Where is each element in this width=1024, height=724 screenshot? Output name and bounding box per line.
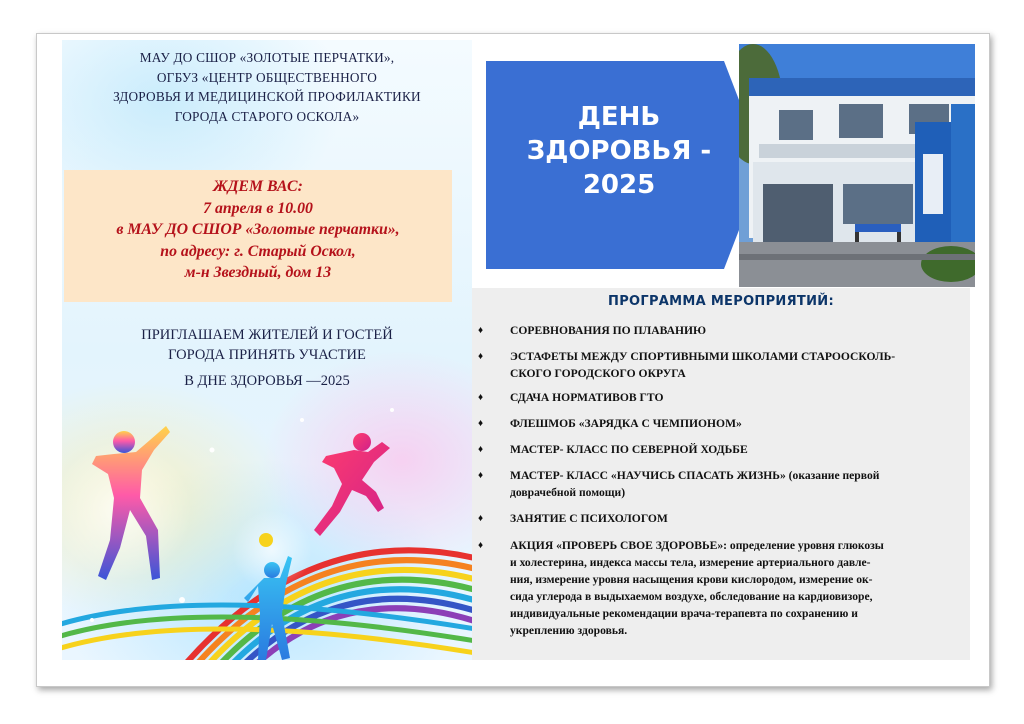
sports-school-photo [739, 44, 975, 287]
invite-date: 7 апреля в 10.00 [203, 199, 313, 217]
building-illustration [739, 44, 975, 287]
item-text: сида углерода в выдыхаемом воздухе, обследование на кардиовизоре, [510, 590, 873, 603]
program-panel [472, 288, 970, 660]
item-text: и холестерина, индекса массы тела, измерение артериального давле- [510, 556, 871, 569]
item-text: укреплению здоровья. [510, 624, 628, 637]
program-title: ПРОГРАММА МЕРОПРИЯТИЙ: [608, 294, 834, 309]
diamond-bullet-icon: ♦ [478, 470, 484, 481]
organizer-line: ГОРОДА СТАРОГО ОСКОЛА» [174, 108, 360, 124]
item-text: СДАЧА НОРМАТИВОВ ГТО [510, 391, 664, 404]
event-title-line: ДЕНЬ [577, 102, 661, 132]
organizer-line: ЗДОРОВЬЯ И МЕДИЦИНСКОЙ ПРОФИЛАКТИКИ [113, 89, 421, 104]
diamond-bullet-icon: ♦ [478, 351, 484, 362]
item-rest: (оказание первой [785, 469, 880, 482]
diamond-bullet-icon: ♦ [478, 540, 484, 551]
item-text: СКОГО ГОРОДСКОГО ОКРУГА [510, 367, 686, 380]
left-panel [62, 40, 472, 660]
athletes-rainbow-illustration [62, 380, 472, 660]
invitation-line: В ДНЕ ЗДОРОВЬЯ —2025 [184, 373, 350, 389]
invite-venue: в МАУ ДО СШОР «Золотые перчатки», [116, 221, 400, 238]
organizers [62, 48, 472, 126]
item-lead: АКЦИЯ «ПРОВЕРЬ СВОЕ ЗДОРОВЬЕ» [510, 539, 724, 552]
invite-box [64, 170, 452, 302]
item-text: доврачебной помощи) [510, 486, 626, 499]
item-text: МАСТЕР- КЛАСС ПО СЕВЕРНОЙ ХОДЬБЕ [510, 443, 748, 456]
diamond-bullet-icon: ♦ [478, 325, 484, 336]
organizer-line: ОГБУЗ «ЦЕНТР ОБЩЕСТВЕННОГО [156, 69, 378, 85]
invite-address-2: м-н Звездный, дом 13 [184, 264, 332, 281]
invite-address: по адресу: г. Старый Оскол, [160, 242, 356, 260]
item-text: ЗАНЯТИЕ С ПСИХОЛОГОМ [510, 512, 668, 525]
organizer-line: МАУ ДО СШОР «ЗОЛОТЫЕ ПЕРЧАТКИ», [139, 50, 395, 65]
jumper-figure [314, 433, 390, 536]
diamond-bullet-icon: ♦ [478, 392, 484, 403]
item-rest: : определение уровня глюкозы [723, 539, 884, 552]
diamond-bullet-icon: ♦ [478, 513, 484, 524]
event-title [486, 100, 752, 202]
item-text: индивидуальные рекомендации врача-терапевта по сохранению и [510, 607, 858, 620]
invitation-line: ПРИГЛАШАЕМ ЖИТЕЛЕЙ И ГОСТЕЙ [141, 327, 393, 343]
diamond-bullet-icon: ♦ [478, 418, 484, 429]
item-text: ЭСТАФЕТЫ МЕЖДУ СПОРТИВНЫМИ ШКОЛАМИ СТАРООСКОЛЬ- [510, 350, 896, 363]
item-text: ния, измерение уровня насыщения крови кислородом, измерение ок- [510, 573, 873, 586]
event-title-line: ЗДОРОВЬЯ - [526, 136, 712, 166]
invite-heading: ЖДЕМ ВАС: [213, 178, 303, 195]
item-lead: МАСТЕР- КЛАСС «НАУЧИСЬ СПАСАТЬ ЖИЗНЬ» [510, 469, 786, 482]
invitation-line: ГОРОДА ПРИНЯТЬ УЧАСТИЕ [168, 347, 366, 363]
item-text: СОРЕВНОВАНИЯ ПО ПЛАВАНИЮ [510, 324, 707, 337]
diamond-bullet-icon: ♦ [478, 444, 484, 455]
event-title-year: 2025 [582, 170, 656, 200]
item-text: ФЛЕШМОБ «ЗАРЯДКА С ЧЕМПИОНОМ» [510, 417, 742, 430]
